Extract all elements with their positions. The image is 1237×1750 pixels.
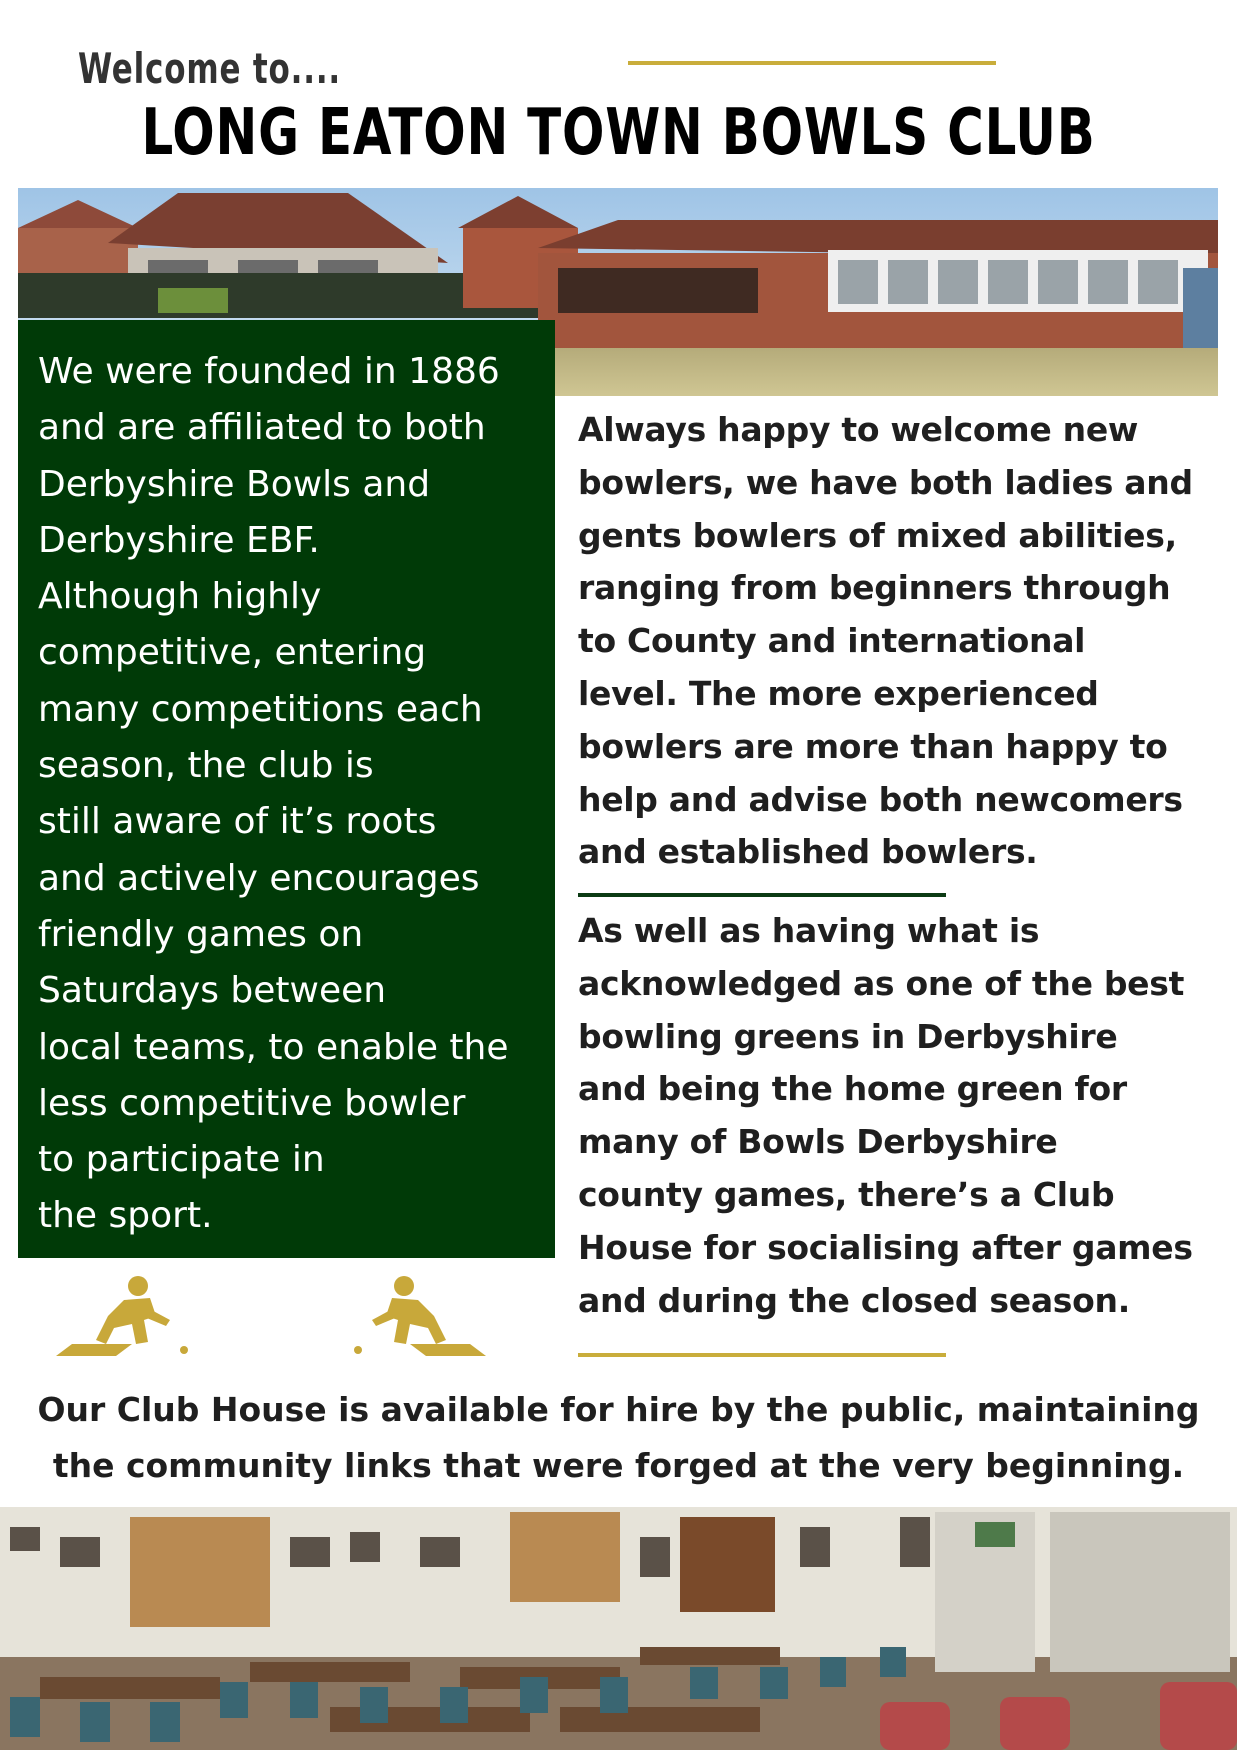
header-gold-rule — [628, 61, 996, 65]
hire-notice: Our Club House is available for hire by the public, maintaining the community links that were forged at the very beginning. — [37, 1390, 1200, 1485]
green-divider — [578, 893, 946, 897]
clubhouse-interior-photo — [0, 1507, 1237, 1750]
welcome-paragraph: Always happy to welcome new bowlers, we have both ladies and gents bowlers of mixed abilities, ranging from beginners through to County and international level. The more experienced bowlers are more than happy to help and advise both newcomers and established bowlers. — [578, 410, 1193, 872]
history-text: We were founded in 1886 and are affiliated to both Derbyshire Bowls and Derbyshire EBF. Although highly competitive, entering many competitions each season, the club is still aware of it’s roots and actively encourages friendly games on Saturdays between local teams, to enable the less competitive bowler to participate in the sport. — [38, 351, 509, 1237]
lawn-bowler-icon — [52, 1272, 192, 1362]
green-paragraph: As well as having what is acknowledged as one of the best bowling greens in Derbyshire and being the home green for many of Bowls Derbyshire county games, there’s a Club House for socialising after games and during the closed season. — [578, 911, 1193, 1320]
gold-divider — [578, 1353, 946, 1357]
lawn-bowler-icon — [350, 1272, 490, 1362]
club-title: LONG EATON TOWN BOWLS CLUB — [141, 96, 1096, 170]
welcome-kicker: Welcome to.... — [78, 44, 342, 93]
